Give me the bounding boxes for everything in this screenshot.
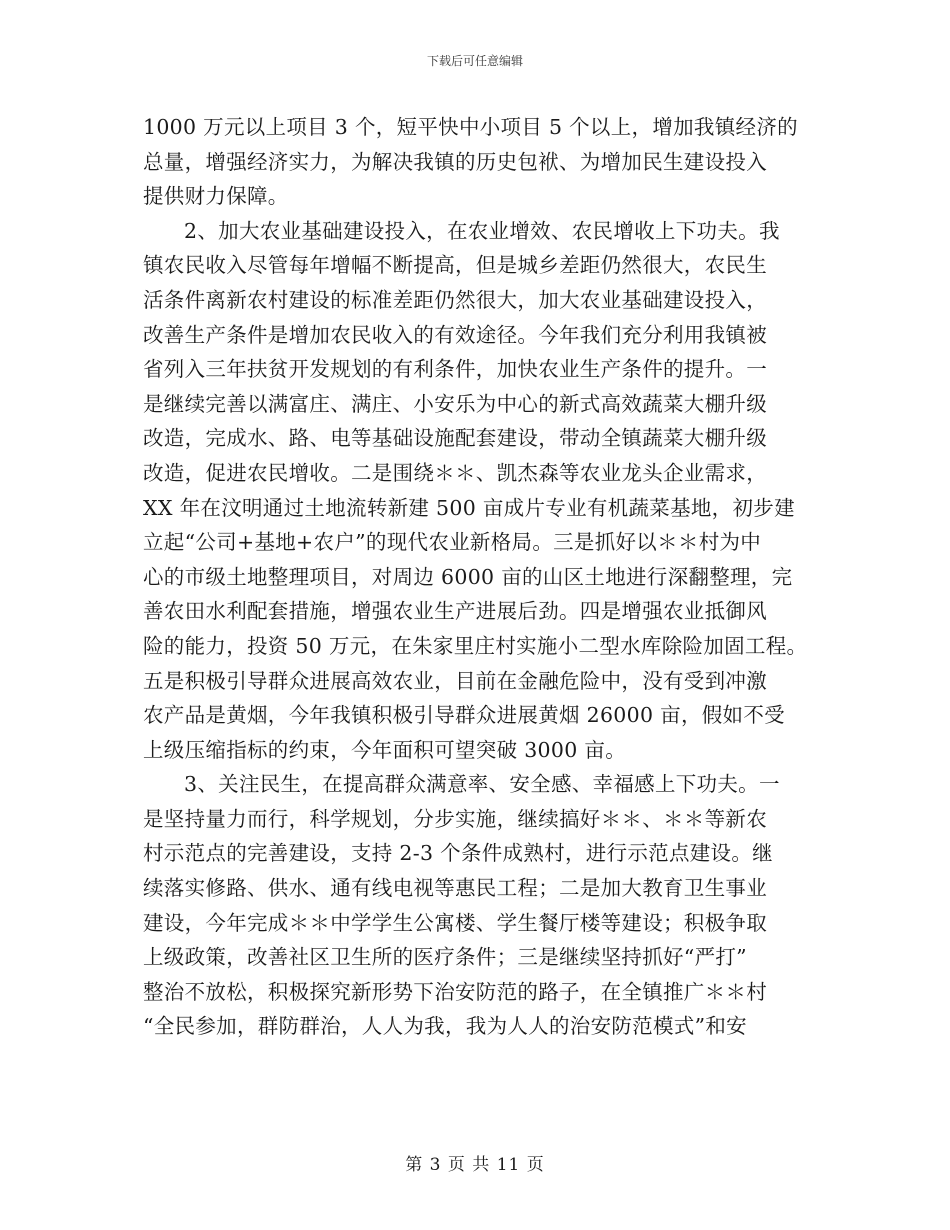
text-line: 总量，增强经济实力，为解决我镇的历史包袱、为增加民生建设投入 [143,149,767,174]
paragraph-start-line: 3、关注民生，在提高群众满意率、安全感、幸福感上下功夫。一 [184,772,780,797]
text-line: 立起“公司+基地+农户”的现代农业新格局。三是抓好以＊＊村为中 [143,530,762,555]
text-line: 1000 万元以上项目 3 个，短平快中小项目 5 个以上，增加我镇经济的 [143,115,798,139]
text-line: 镇农民收入尽管每年增幅不断提高，但是城乡差距仍然很大，农民生 [143,253,767,278]
text-line: 心的市级土地整理项目，对周边 6000 亩的山区土地进行深翻整理，完 [143,564,793,589]
paragraph-start-line: 2、加大农业基础建设投入，在农业增效、农民增收上下功夫。我 [184,218,780,243]
text-line: 险的能力，投资 50 万元，在朱家里庄村实施小二型水库除险加固工程。 [143,633,808,658]
text-line: “全民参加，群防群治，人人为我，我为人人的治安防范模式”和安 [143,1014,747,1039]
text-line: 续落实修路、供水、通有线电视等惠民工程；二是加大教育卫生事业 [143,876,767,901]
text-line: 提供财力保障。 [143,184,289,209]
text-line: 建设，今年完成＊＊中学学生公寓楼、学生餐厅楼等建设；积极争取 [143,910,767,935]
text-line: 改善生产条件是增加农民收入的有效途径。今年我们充分利用我镇被 [143,322,767,347]
text-line: 农产品是黄烟，今年我镇积极引导群众进展黄烟 26000 亩，假如不受 [143,703,785,728]
document-body [143,110,811,1044]
page-header-note: 下载后可任意编辑 [426,54,523,68]
text-line: 五是积极引导群众进展高效农业，目前在金融危险中，没有受到冲激 [143,668,767,693]
text-line: 是继续完善以满富庄、满庄、小安乐为中心的新式高效蔬菜大棚升级 [143,391,767,416]
text-line: 活条件离新农村建设的标准差距仍然很大，加大农业基础建设投入， [143,287,767,312]
text-line: 改造，促进农民增收。二是围绕＊＊、凯杰森等农业龙头企业需求， [143,460,767,485]
text-line: XX 年在汶明通过土地流转新建 500 亩成片专业有机蔬菜基地，初步建 [143,495,795,520]
text-line: 上级压缩指标的约束，今年面积可望突破 3000 亩。 [143,737,627,762]
text-line: 上级政策，改善社区卫生所的医疗条件；三是继续坚持抓好“严打” [143,945,747,970]
text-line: 村示范点的完善建设，支持 2-3 个条件成熟村，进行示范点建设。继 [143,841,773,866]
page-number: 第 3 页 共 11 页 [405,1155,545,1175]
text-line: 善农田水利配套措施，增强农业生产进展后劲。四是增强农业抵御风 [143,599,767,624]
text-line: 省列入三年扶贫开发规划的有利条件，加快农业生产条件的提升。一 [143,357,767,382]
text-line: 改造，完成水、路、电等基础设施配套建设，带动全镇蔬菜大棚升级 [143,426,767,451]
text-line: 整治不放松，积极探究新形势下治安防范的路子，在全镇推广＊＊村 [143,979,767,1004]
text-line: 是坚持量力而行，科学规划，分步实施，继续搞好＊＊、＊＊等新农 [143,806,767,831]
